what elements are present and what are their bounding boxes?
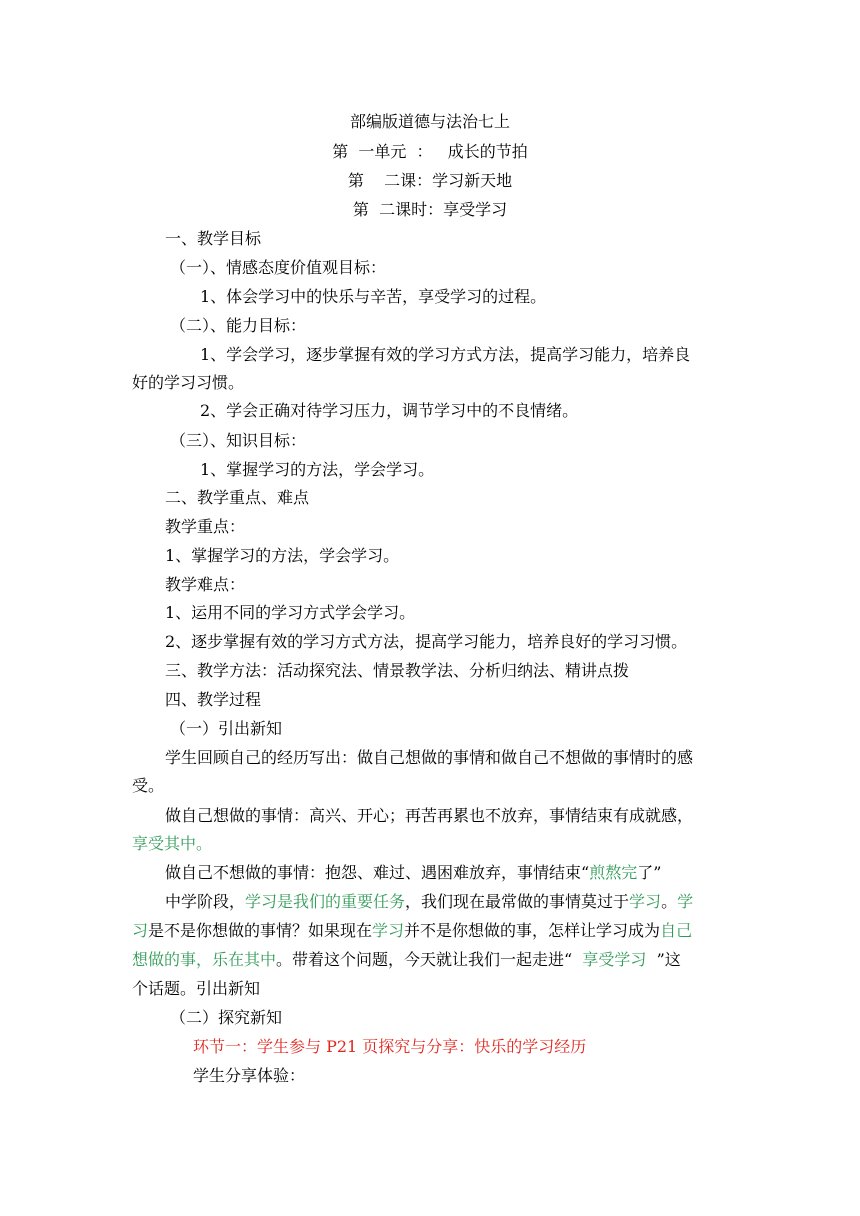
p4-highlight-task: 学习是我们的重要任务 [245,892,406,911]
subsection-knowledge-goals: （三）、知识目标： [170,431,307,450]
p4-text-this: ”这 [656,950,681,969]
section-teaching-process: 四、教学过程 [165,690,262,709]
document-title: 部编版道德与法治七上 [349,112,510,131]
p4-highlight-topic: 享受学习 [572,950,657,969]
paragraph-3 [165,863,661,883]
p4-highlight-study-2: 学习 [372,921,405,940]
paragraph-3-end: 了” [637,863,662,882]
difficulty-1: 1、运用不同的学习方式学会学习。 [165,603,416,622]
paragraph-4-line2 [132,921,692,941]
key-point-1: 1、掌握学习的方法，学会学习。 [165,546,400,565]
unit-heading: 第 一单元 ： 成长的节拍 [332,142,528,161]
paragraph-4-line4: 个话题。引出新知 [132,979,261,998]
p4-highlight-study-end: 习 [132,921,149,940]
difficulties-label: 教学难点： [165,575,246,594]
ability-goal-1-line1: 1、学会学习，逐步掌握有效的学习方式方法，提高学习能力，培养良 [200,345,691,364]
p4-text-e: 。 [661,892,678,911]
ability-goal-2: 2、学会正确对待学习压力，调节学习中的不良情绪。 [200,401,579,420]
p4-text-a: 中学阶段， [165,892,246,911]
paragraph-1-line1: 学生回顾自己的经历写出：做自己想做的事情和做自己不想做的事情时的感 [165,748,694,767]
difficulty-2: 2、逐步掌握有效的学习方式方法，提高学习能力，培养良好的学习习惯。 [165,632,688,651]
student-sharing: 学生分享体验： [193,1066,306,1085]
paragraph-2-line1: 做自己想做的事情：高兴、开心；再苦再累也不放弃，事情结束有成就感， [165,806,694,825]
p4-highlight-study: 学习 [629,892,662,911]
paragraph-2-line2: 享受其中。 [132,834,213,853]
p4-text-how: 并不是你想做的事，怎样让学习成为 [404,921,661,940]
paragraph-3-highlight: 煎熬完 [589,863,638,882]
period-heading: 第 二课时：享受学习 [352,200,508,219]
paragraph-4-line1 [165,892,693,912]
lesson-heading: 第 二课：学习新天地 [347,171,513,190]
activity-1-heading: 环节一：学生参与 P21 页探究与分享：快乐的学习经历 [193,1037,587,1056]
paragraph-4-line3 [132,950,681,970]
section-key-points: 二、教学重点、难点 [165,488,310,507]
p4-text-today: 。带着这个问题，今天就让我们一起走进“ [276,950,573,969]
key-points-label: 教学重点： [165,517,246,536]
subsection-emotion-goals: （一）、情感态度价值观目标： [170,258,387,277]
subsection-explore: （二）探究新知 [170,1008,283,1027]
p4-highlight-study-start: 学 [677,892,694,911]
knowledge-goal-1: 1、掌握学习的方法，学会学习。 [200,460,435,479]
p4-text-question: 是不是你想做的事情？如果现在 [148,921,373,940]
p4-highlight-self: 自己 [660,921,693,940]
ability-goal-1-line2: 好的学习习惯。 [132,373,245,392]
subsection-ability-goals: （二）、能力目标： [170,316,307,335]
section-teaching-goals: 一、教学目标 [165,229,262,248]
emotion-goal-1: 1、体会学习中的快乐与辛苦，享受学习的过程。 [200,287,547,306]
p4-highlight-enjoy: 想做的事，乐在其中 [132,950,277,969]
subsection-introduce: （一）引出新知 [170,719,283,738]
p4-text-c: ，我们现在最常做的事情莫过于 [405,892,630,911]
section-teaching-methods: 三、教学方法：活动探究法、情景教学法、分析归纳法、精讲点拨 [165,661,630,680]
paragraph-3-text: 做自己不想做的事情：抱怨、难过、遇困难放弃，事情结束“ [165,863,590,882]
paragraph-1-line2: 受。 [132,776,165,795]
